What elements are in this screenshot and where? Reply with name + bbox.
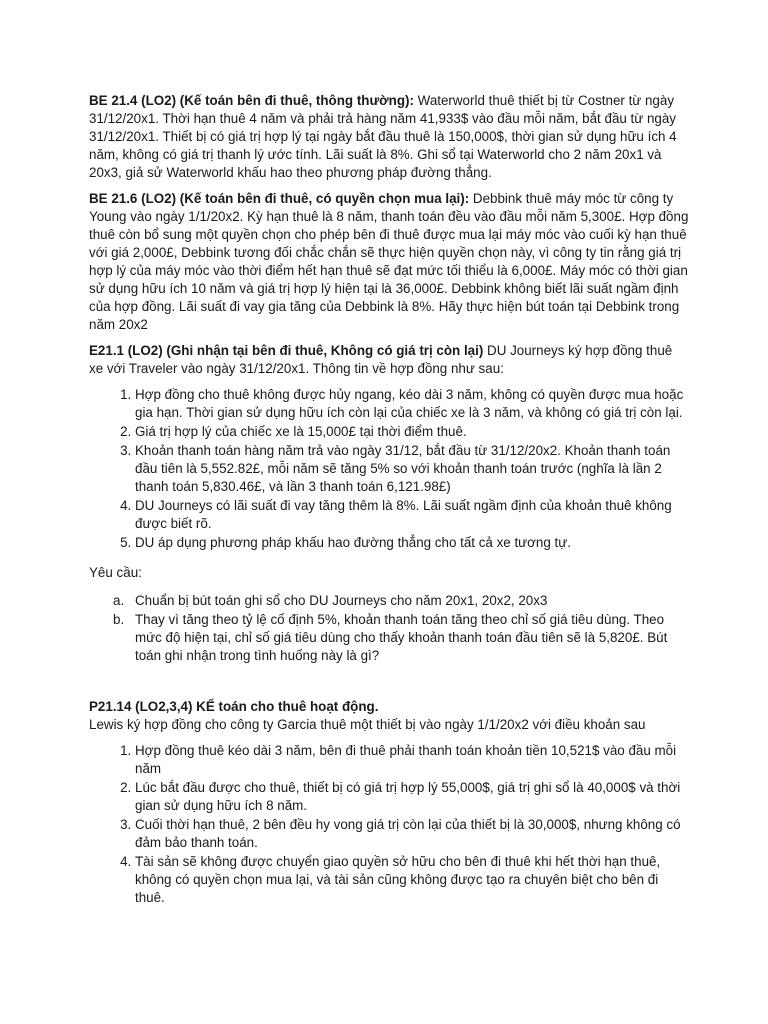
list-item	[135, 592, 689, 610]
exercise-p21-14-intro: Lewis ký hợp đồng cho công ty Garcia thuê một thiết bị vào ngày 1/1/20x2 với điều khoản sau	[89, 717, 646, 732]
p21-14-terms-list	[89, 742, 689, 907]
requirement-text: Thay vì tăng theo tỷ lệ cố định 5%, khoản thanh toán tăng theo chỉ số giá tiêu dùng. Theo mức độ hiện tại, chỉ số giá tiêu dùng cho thấy khoản thanh toán đầu tiên sẽ là 5,820£. Bút toán ghi nhận trong tình huống này là gì?	[135, 612, 668, 663]
exercise-be21-4	[89, 92, 689, 182]
document-page	[89, 92, 689, 913]
requirement-text: Chuẩn bị bút toán ghi sổ cho DU Journeys cho năm 20x1, 20x2, 20x3	[135, 593, 548, 608]
exercise-body: Waterworld thuê thiết bị từ Costner từ ngày 31/12/20x1. Thời hạn thuê 4 năm và phải trả hàng năm 41,933$ vào đầu mỗi năm, bắt đầu từ ngày 31/12/20x1. Thiết bị có giá trị hợp lý tại ngày bắt đầu thuê là 150,000$, thời gian sử dụng hữu ích 4 năm, không có giá trị thanh lý ước tính. Lãi suất là 8%. Ghi sổ tại Waterworld cho 2 năm 20x1 và 20x3, giả sử Waterworld khấu hao theo phương pháp đường thẳng.	[89, 93, 677, 180]
section-spacer	[89, 666, 689, 698]
list-item: 4. Tài sản sẽ không được chuyển giao quyền sở hữu cho bên đi thuê khi hết thời hạn thuê, không có quyền chọn mua lại, và tài sản cũng không được tạo ra chuyên biệt cho bên đi thuê.	[135, 853, 689, 907]
list-item: 2. Lúc bắt đầu được cho thuê, thiết bị có giá trị hợp lý 55,000$, giá trị ghi sổ là 40,000$ và thời gian sử dụng hữu ích 8 năm.	[135, 779, 689, 815]
list-item: 5. DU áp dụng phương pháp khấu hao đường thẳng cho tất cả xe tương tự.	[135, 534, 689, 552]
list-item: 3. Khoản thanh toán hàng năm trả vào ngày 31/12, bắt đầu từ 31/12/20x2. Khoản thanh toán đầu tiên là 5,552.82£, mỗi năm sẽ tăng 5% so với khoản thanh toán trước (nghĩa là lần 2 thanh toán 5,830.46£, và lần 3 thanh toán 6,121.98£)	[135, 442, 689, 496]
exercise-p21-14-heading: P21.14 (LO2,3,4) KẾ toán cho thuê hoạt động.	[89, 699, 379, 714]
exercise-body: DU Journeys ký hợp đồng thuê xe với Traveler vào ngày 31/12/20x1. Thông tin về hợp đồng như sau:	[89, 343, 673, 376]
list-item: 3. Cuối thời hạn thuê, 2 bên đều hy vong giá trị còn lại của thiết bị là 30,000$, nhưng không có đảm bảo thanh toán.	[135, 816, 689, 852]
list-item: 2. Giá trị hợp lý của chiếc xe là 15,000£ tại thời điểm thuê.	[135, 423, 689, 441]
e21-1-conditions-list	[89, 386, 689, 552]
exercise-body: Debbink thuê máy móc từ công ty Young vào ngày 1/1/20x2. Kỳ hạn thuê là 8 năm, thanh toán đều vào đầu mỗi năm 5,300£. Hợp đồng thuê còn bổ sung một quyền chọn cho phép bên đi thuê được mua lại máy móc vào cuối kỳ hạn thuê với giá 2,000£, Debbink tương đối chắc chắn sẽ thực hiện quyền chọn này, vì công ty tin rằng giá trị hợp lý của máy móc vào thời điểm hết hạn thuê sẽ đạt mức tối thiểu là 6,000£. Máy móc có thời gian sử dụng hữu ích 10 năm và giá trị hợp lý hiện tại là 36,000£. Debbink không biết lãi suất ngầm định của hợp đồng. Lãi suất đi vay gia tăng của Debbink là 8%. Hãy thực hiện bút toán tại Debbink trong năm 20x2	[89, 191, 689, 332]
list-item: 4. DU Journeys có lãi suất đi vay tăng thêm là 8%. Lãi suất ngầm định của khoản thuê không được biết rõ.	[135, 497, 689, 533]
exercise-heading: E21.1 (LO2) (Ghi nhận tại bên đi thuê, Không có giá trị còn lại)	[89, 343, 484, 358]
requirements-label: Yêu cầu:	[89, 565, 142, 580]
list-item	[135, 611, 689, 665]
exercise-e21-1	[89, 342, 689, 378]
exercise-be21-6	[89, 190, 689, 334]
exercise-heading: BE 21.6 (LO2) (Kế toán bên đi thuê, có quyền chọn mua lại):	[89, 191, 470, 206]
exercise-heading: BE 21.4 (LO2) (Kế toán bên đi thuê, thông thường):	[89, 93, 414, 108]
requirements-list	[89, 592, 689, 665]
list-item: 1. Hợp đồng thuê kéo dài 3 năm, bên đi thuê phải thanh toán khoản tiền 10,521$ vào đầu mỗi năm	[135, 742, 689, 778]
list-item: 1. Hợp đồng cho thuê không được hủy ngang, kéo dài 3 năm, không có quyền được mua hoặc gia hạn. Thời gian sử dụng hữu ích còn lại của chiếc xe là 3 năm, và không có giá trị còn lại.	[135, 386, 689, 422]
